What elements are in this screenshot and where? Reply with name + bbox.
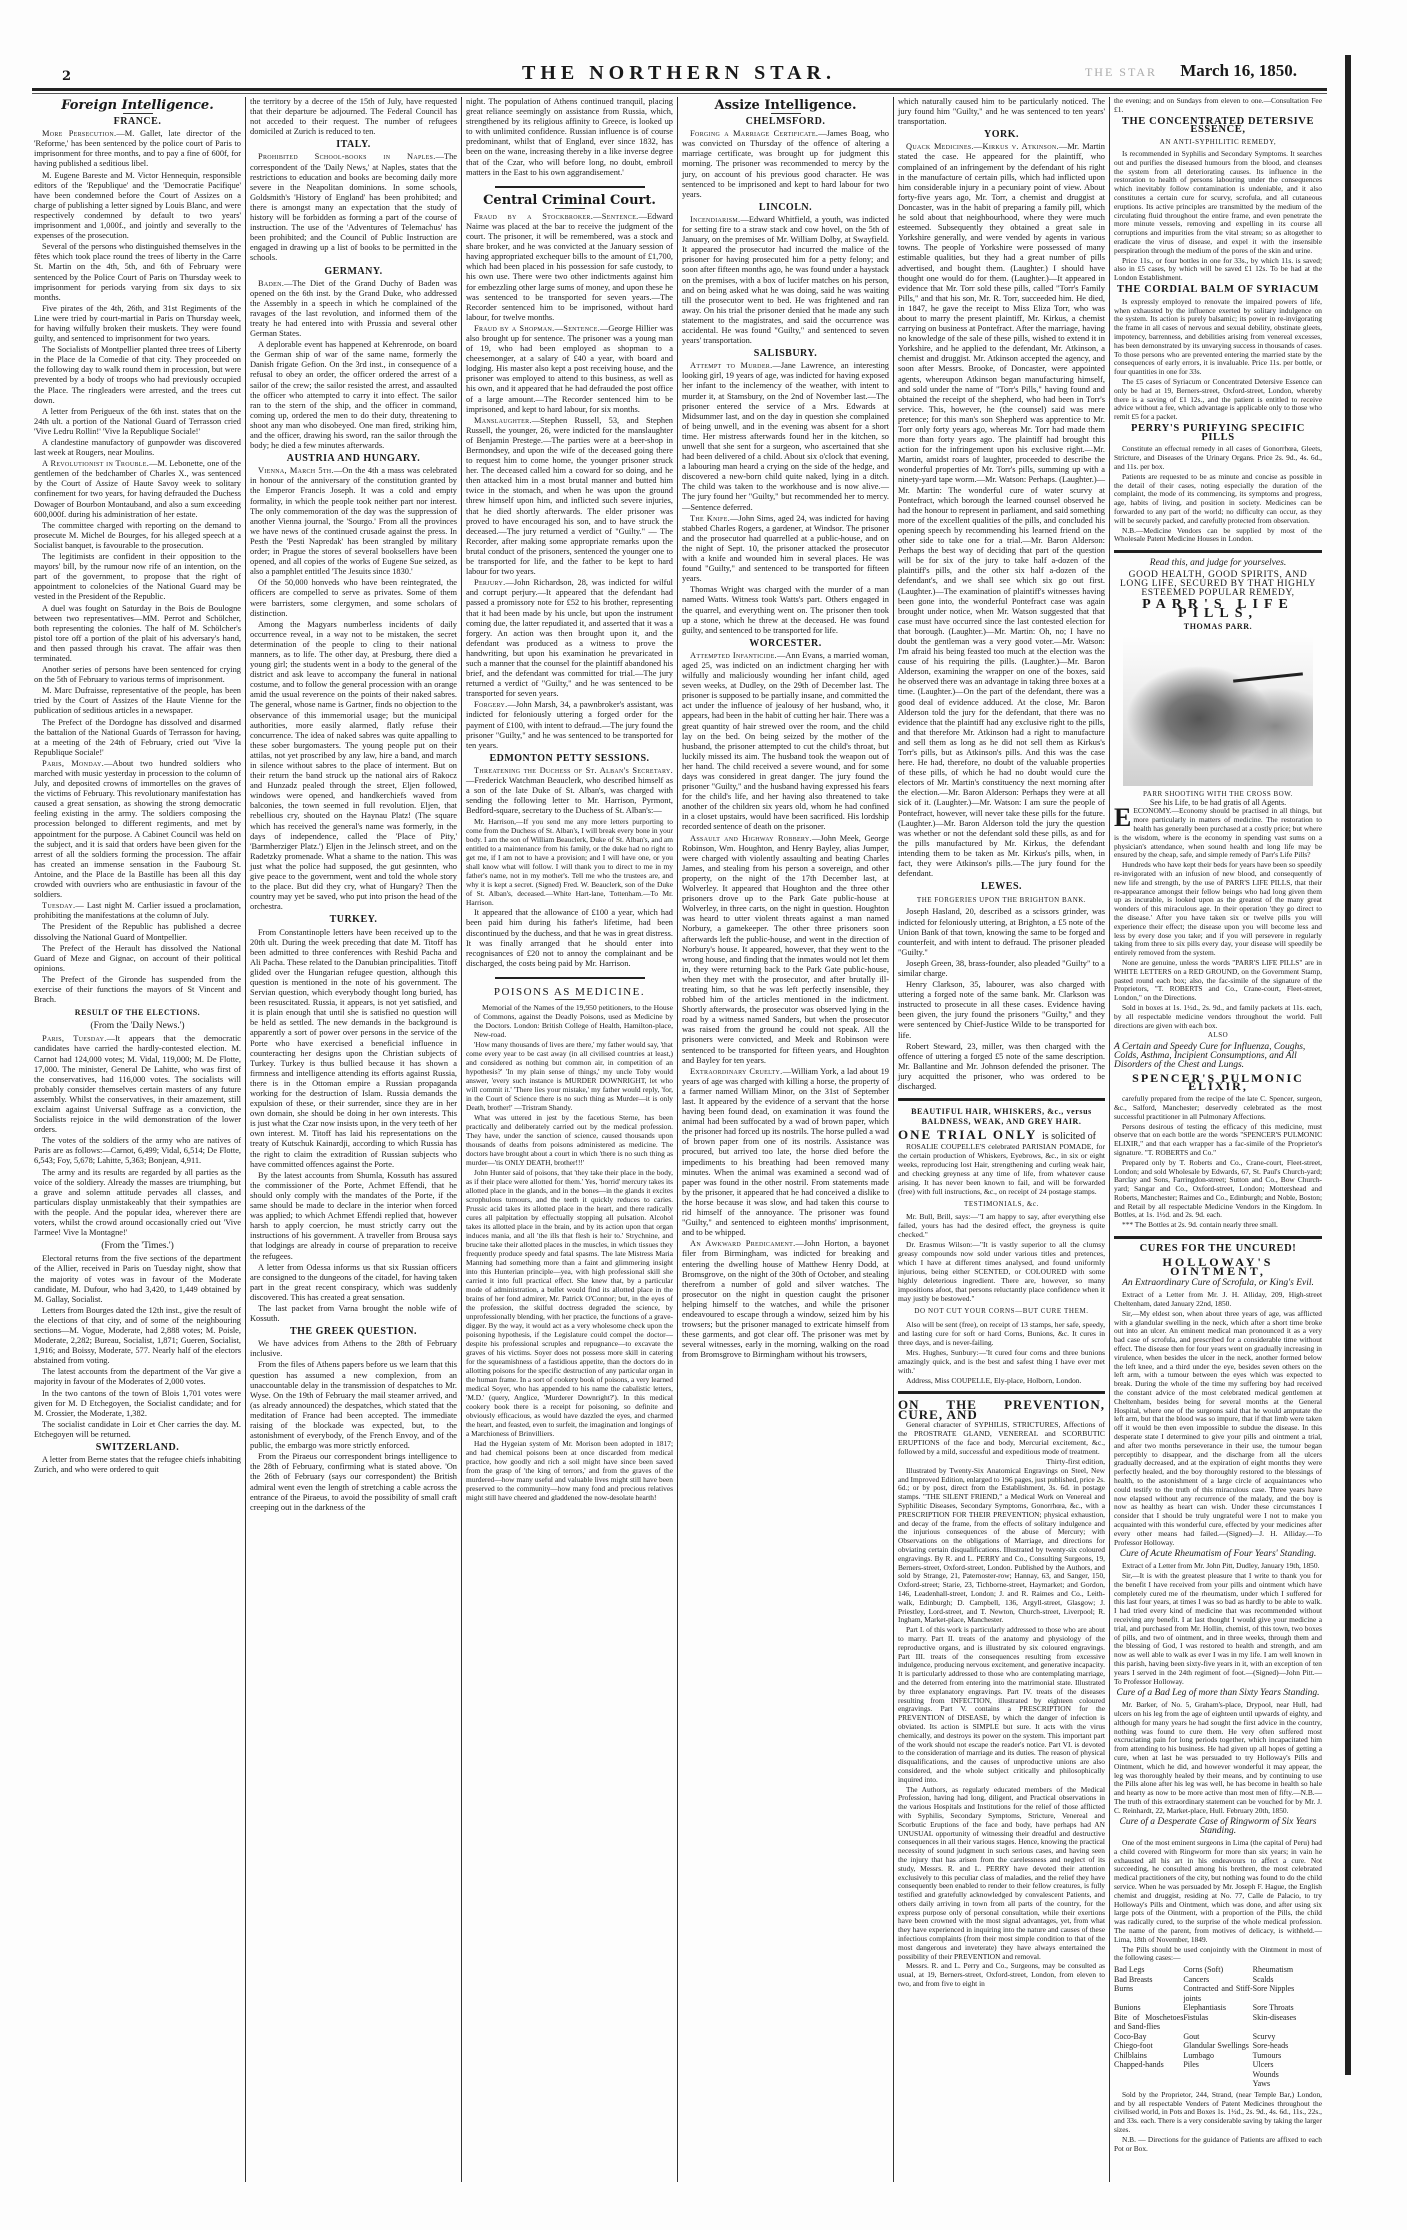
column-6 — [1110, 97, 1326, 2182]
article-paragraph: The Prefect of the Herault has dissolved the National Guard of Meze and Gignac, on account of their political opinions. — [34, 943, 241, 973]
issue-date: March 16, 1850. — [1180, 61, 1297, 80]
letter-extract: Extract of a Letter from Mr. J. H. Alliday, 209, High-street Cheltenham, dated January 22nd, 1850. — [1114, 1290, 1322, 1309]
divider — [771, 113, 801, 114]
masthead-rule — [32, 88, 1327, 91]
masthead-rule-thin — [32, 93, 1327, 94]
article-paragraph: The votes of the soldiers of the army who are natives of Paris are as follows:—Carnot, 6,499; Vidal, 6,514; De Flotte, 6,543; Foy, 5,678; Lahitte, 5,363; Bonjean, 4,911. — [34, 1136, 241, 1166]
heading-austria-hungary: AUSTRIA AND HUNGARY. — [286, 453, 421, 465]
ornamental-rule — [495, 977, 645, 979]
section-title-assize-intelligence: Assize Intelligence. — [714, 98, 857, 113]
advert-headline: SPENCER'S PULMONIC ELIXIR, — [1132, 1070, 1304, 1094]
article-paragraph: Paris, Monday.—About two hundred soldiers who marched with music yesterday in procession to the column of July, and deposited crowns of immortelles on the graves of the victims of February. This revolutionary manifestation has caused a great sensation, as showing the strong democratic feeling existing in the army. The soldiers composing the procession belonged to different regiments, and met by appointment for the purpose. A Cabinet Council was held on the subject, and it is said that orders have been given for the arrest of all the soldiers forming the procession. The affair has created an immense sensation in the Faubourg St. Antoine, and the Place de la Bastille has been all this day crowded with ouvriers who are enthusiastic in favour of the soldiers. — [34, 758, 241, 900]
article-paragraph: Of the 50,000 honveds who have been reintegrated, the officers are compelled to serve as privates. Some of them were barristers, some clergymen, and some scholars of distinction. — [250, 578, 457, 618]
advert-headline: HOLLOWAY'S OINTMENT, — [1162, 1254, 1274, 1278]
source-attribution: (From the 'Times.') — [101, 1241, 174, 1252]
heading-greek-question: THE GREEK QUESTION. — [289, 1326, 418, 1338]
case-heading: Cure of a Desperate Case of Ringworm of Six Years Standing. — [1119, 1817, 1317, 1837]
article-paragraph: M. Eugene Bareste and M. Victor Hennequin, responsible editors of the 'Republique' and the 'Democratie Pacifique' have been condemned before the Court of Assizes on a charge of publishing a letter signed by Louis Blanc, and were respectively condemned by default to two years' imprisonment and 1,000f., and jointly and severally to the expenses of the prosecution. — [34, 170, 241, 241]
masthead-faint-text: THE STAR — [1084, 65, 1157, 79]
section-title-central-criminal-court: Central Criminal Court. — [483, 192, 656, 208]
article-paragraph: The legitimists are confident in their opposition to the mayors' bill, by the rumour now rife of an intention, on the part of the government, to propose that the right of appointment to colonelcies of the National Guard may be vested in the President of the Republic. — [34, 552, 241, 602]
article-paragraph: Incendiarism.—Edward Whitfield, a youth, was indicted for setting fire to a straw stack and cow hovel, on the 5th of January, on the premises of Mr. William Dolby, at Swayfield. It appeared the prosecutor had incurred the malice of the prisoner for having prosecuted him for a petty felony; and soon after fifteen months ago, he was found under a haystack on the premises, with a box of lucifer matches on his person, and on being asked what he was doing, said he was waiting till the prosecutor went to bed. He was frightened and ran away. On his trial the prisoner denied that he made any such statement to the magistrates, and said the occurrence was accidental. He was found "Guilty," and sentenced to seven years' transportation. — [682, 214, 889, 346]
advert-subheading: TESTIMONIALS, &c. — [964, 1200, 1039, 1209]
article-paragraph: Had the Hygeian system of Mr. Morison been adopted in 1817; and had chemical poisons been at once discarded from medical practice, how goodly and rich a soil might have since been saved from the grasp of 'the king of terrors,' and from the graves of the murdered—how many useful and valuable lives might still have been preserved to the community—how many fond and precious relatives might still have cheered and gladdened the now-desolate hearth! — [466, 1439, 673, 1503]
article-paragraph: Robert Steward, 23, miller, was then charged with the offence of uttering a forged £5 note of the same description. Mr. Ballantine and Mr. Johnson defended the prisoner. The jury acquitted the prisoner, who was ordered to be discharged. — [898, 1041, 1105, 1091]
advert-body: Persons desirous of testing the efficacy of this medicine, must observe that on each bottle are the words "SPENCER'S PULMONIC ELIXIR," and that each wrapper has a fac-simile of the Proprietor's signature. "T. ROBERTS and Co." — [1114, 1121, 1322, 1157]
article-paragraph: A deplorable event has happened at Kehrenrode, on board the German ship of war of the same name, formerly the Danish frigate Gefion. On the 3rd inst., in consequence of a refusal to obey an order, the officer ordered the arrest of a sailor of the crew; the sailor resisted the arrest, and assaulted the officer who attempted to carry it into effect. The sailor ran to the stern of the ship, and the officer in command, coming up, ordered the men to do their duty, threatening to shoot any man who disobeyed. One man fired, striking him, and the officer, drawing his sword, ran the sailor through the body; he died a few minutes afterwards. — [250, 340, 457, 451]
article-paragraph: The Prefect of the Dordogne has dissolved and disarmed the battalion of the National Guards of Terrasson for having, at a meeting of the 24th of February, cried out 'Vive la Republique Sociale!' — [34, 717, 241, 757]
article-paragraph: The last packet from Varna brought the noble wife of Kossuth. — [250, 1303, 457, 1324]
heading-italy: ITALY. — [336, 139, 371, 151]
article-paragraph: Attempted Infanticide.—Ann Evans, a married woman, aged 25, was indicted on an indictment charging her with wilfully and maliciously wounding her infant child, aged seven weeks, at Dudley, on the 29th of December last. The prisoner is supposed to be partially insane, and committed the act under the influence of jealousy of her husband, who, it appears, had been in the habit of cutting her hair. There was a great quantity of hair strewed over the room, and the child lay on the bed. On being seized by the mother of the husband, the prisoner attempted to cut the child's throat, but luckily missed its aim. The husband took the weapon out of her hand. The child received a severe wound, and for some days was considered in great danger. The jury found the prisoner "Guilty," and the husband having expressed his fears for the child's life, and her having also threatened to take another of the children six years old, whom he had confined in a closet upstairs, would have been sacrificed. His lordship recorded sentence of death on the prisoner. — [682, 650, 890, 832]
article-paragraph: The socialist candidate in Loir et Cher carries the day. M. Etchegoyen will be returned. — [34, 1419, 241, 1439]
article-paragraph: Extraordinary Cruelty.—William York, a lad about 19 years of age was charged with killing a horse, the property of a farmer named William Minor, on the 31st of September last. It appeared by the evidence of a servant that the horse having been found dead, on examination it was found the animal had been suffocated by a wad of brown paper, which the prisoner had forced up its nostrils. The horse pulled a wad of brown paper from one of its nostrils. Assistance was procured, but arrived too late, the horse died before the impediments to his breathing had been removed many minutes. When the animal was examined a second wad of paper was found in the other nostril. From statements made by the prisoner, it appeared that he had conceived a dislike to the horse because it was slow, and had taken this course to rid himself of the annoyance. The prisoner was found "Guilty," and sentenced to eighteen months' imprisonment, and to be whipped. — [682, 1066, 889, 1238]
heading-france: FRANCE. — [113, 116, 162, 128]
advert-spencers-elixir — [1114, 1043, 1322, 1230]
testimonial: Sir,—My eldest son, when about three years of age, was afflicted with a glandular swelling in the neck, which after a short time broke out into an ulcer. An eminent medical man pronounced it as a very bad case of scrofula, and prescribed for a considerable time without effect. The disease then for four years went on gradually increasing in virulence, when besides the ulcer in the neck, another formed below the left knee, and a third under the eye, besides seven others on the left arm, with a tumour between the eyes which was expected to break. During the whole of the time my suffering boy had received the constant advice of the most celebrated medical gentlemen at Cheltenham, besides being for several months at the General Hospital, where one of the surgeons said that he would amputate the left arm, but that the blood was so impure, that if that limb were taken off it would be then even impossible to subdue the disease. In this desperate state I determined to give your pills and ointment a trial, and after two months perseverance in their use, the tumour began perceptibly to disappear, and the discharge from all the ulcers gradually decreased, and at the expiration of eight months they were perfectly healed, and the boy thoroughly restored to the blessings of health, to the astonishment of a large circle of acquaintances who could testify to the truth of this miraculous case. Three years have now elapsed without any recurrence of the malady, and the boy is now as healthy as heart can wish. Under these circumstances I consider that I should be truly ungrateful were I not to make you acquainted with this wonderful cure, effected by your medicines after every other means had failed.—(Signed)—J. H. Alliday.—To Professor Holloway. — [1114, 1308, 1322, 1547]
page-number: 2 — [62, 69, 72, 84]
heading-germany: GERMANY. — [324, 265, 383, 277]
heading-turkey: TURKEY. — [329, 914, 378, 926]
advert-heading: BEAUTIFUL HAIR, WHISKERS, &c., versus BALDNESS, WEAK, AND GREY HAIR. — [911, 1107, 1092, 1127]
advert-headline: ON THE PREVENTION, CURE, AND — [898, 1396, 1105, 1422]
advert-subheading: An Extraordinary Cure of Scrofula, or King's Evil. — [1122, 1278, 1314, 1289]
article-paragraph: Fraud by a Stockbroker.—Sentence.—Edward Nairne was placed at the bar to receive the judgment of the court. The prisoner, it will be remembered, was a stock and share broker, and he was convicted at the January session of having appropriated exchequer bills to the amount of £1,700, which had been placed in his possession for safe custody, to his own use. There were two other indictments against him for embezzling other large sums of money, and upon these he was sentenced to be transported for seven years.—The Recorder sentenced him to be imprisoned, without hard labour, for twelve months. — [466, 211, 673, 322]
subheading-brighton-bank: THE FORGERIES UPON THE BRIGHTON BANK. — [916, 896, 1087, 905]
testimonial: Sir,—It is with the greatest pleasure that I write to thank you for the benefit I have received from your pills and ointment which have completely cured me of the rheumatism, under which I suffered for this last four years, at times I was so bad as hardly to be able to walk. I had tried every kind of medicine that was recommended without receiving any benefit. I at last thought I would give your medicine a trial, and purchased from Mr. Hollin, chemist, of this town, two boxes of pills, and two of ointment, and in three weeks, through them and the blessing of God, I was restored to health and strength, and am now as well able to walk as ever I was in my life. I am well known in this parish, having been sixty-five years in it, with an exception of ten years I served in the 24th regiment of foot.—(Signed)—John Pitt.—To Professor Holloway. — [1114, 1570, 1322, 1686]
masthead — [22, 55, 1327, 95]
advert-note: *** The Bottles at 2s. 9d. contain nearly three small. — [1122, 1220, 1278, 1230]
advert-body: the evening; and on Sundays from eleven to one.—Consultation Fee £1. — [1114, 97, 1322, 114]
article-paragraph: Fraud by a Shopman.—Sentence.—George Hillier was also brought up for sentence. The prisoner was a young man of 19, who had been employed as shopman to a cheesemonger, at a salary of £40 a year, with board and lodging. His master also kept a post receiving house, and the prisoner was employed to attend to this business, as well as his own, and it appeared that he had defrauded the post office of a large amount.—The Recorder sentenced him to be imprisoned, and kept to hard labour, for six months. — [466, 323, 673, 414]
article-paragraph: A clandestine manufactory of gunpowder was discovered last week at Rougers, near Moulins. — [34, 438, 241, 458]
column-2 — [246, 97, 462, 2182]
advert-body: Sold in boxes at 1s. 1½d., 2s. 9d., and family packets at 11s. each, by all respectable medicine vendors throughout the world. Full directions are given with each box. — [1114, 1002, 1322, 1030]
article-paragraph: A duel was fought on Saturday in the Bois de Boulogne between two representatives—MM. Perrot and Schölcher, both representing the colonies. The half of M. Schölcher's pistol tore off a portion of the plait of his adversary's hand, and then passed through his cravat. The affair was then terminated. — [34, 603, 241, 663]
advert-body: Is expressly employed to renovate the impaired powers of life, when exhausted by the influence exerted by solitary indulgence on the system. Its action is purely balsamic; its power in re-invigorating the frame in all cases of nervous and sexual debility, obstinate gleets, impotency, barrenness, and debilities arising from venereal excesses, has been demonstrated by its unvarying success in thousands of cases. To those persons who are prevented entering the married state by the consequences of early errors, it is invaluable. Price 11s. per bottle, or four quantities in one for 33s. — [1114, 296, 1322, 377]
engraving-caption-2: See his Life, to be had gratis of all Agents. — [1149, 797, 1287, 807]
advert-price: Price 11s., or four bottles in one for 33s., by which 11s. is saved; also in £5 cases, by which will be saved £1 12s. To be had at the London Establishment. — [1114, 255, 1322, 283]
testimonial: Mrs. Hughes, Sunbury:—'It cured four corns and three bunions amazingly quick, and is the best and safest thing I have ever met with.' — [898, 1347, 1105, 1375]
letter-extract: Extract of a Letter from Mr. John Pitt, Dudley, January 19th, 1850. — [1122, 1561, 1320, 1571]
article-paragraph: What was uttered in jest by the facetious Sterne, has been practically and deliberately carried out by the medical profession. They have, under the sanction of science, caused thousands upon thousands of deaths from poisons administered as medicine. The doctors have brought about a court in which 'there is no such thing as murder—'tis ONLY DEATH, brother!!!' — [466, 1113, 673, 1168]
engraving-parr-crossbow — [1123, 636, 1313, 786]
article-paragraph: Joseph Green, 38, brass-founder, also pleaded "Guilty" to a similar charge. — [898, 958, 1105, 978]
advert-rule — [898, 1098, 1105, 1101]
heading-chelmsford: CHELMSFORD. — [745, 116, 826, 128]
advert-title-detersive-essence: THE CONCENTRATED DETERSIVE ESSENCE, — [1121, 115, 1315, 136]
newspaper-page — [22, 55, 1332, 2185]
article-paragraph: The committee charged with reporting on the demand to prosecute M. Michel de Bourges, for his alleged speech at a Socialist banquet, is favourable to the prosecution. — [34, 520, 241, 550]
advert-headline: ONE TRIAL ONLY is solicited of — [898, 1127, 1096, 1143]
advert-body: Constitute an effectual remedy in all cases of Gonorrhœa, Gleets, Stricture, and Diseases of the Urinary Organs. Price 2s. 9d., 4s. 6d., and 11s. per box. — [1114, 444, 1322, 472]
advert-tagline: Read this, and judge for yourselves. — [1149, 558, 1287, 569]
article-paragraph: It appeared that the allowance of £100 a year, which had been paid him during his father's lifetime, had been discontinued by the duchess, and that he was in great distress. It was finally arranged that he should enter into recognisances of £20 not to annoy the complainant and be discharged, the costs being paid by Mr. Harrison. — [466, 908, 674, 968]
heading-lincoln: LINCOLN. — [758, 201, 813, 213]
divider — [123, 113, 153, 114]
article-paragraph: The latest accounts from the department of the Var give a majority in favour of the Moderates of 2,000 votes. — [34, 1367, 241, 1387]
article-paragraph: 'How many thousands of lives are there,' my father would say, 'that come every year to be cast away (in all civilised countries at least,) and considered as nothing but common air, in competition of an hypothesis?' 'In my plain sense of things,' my uncle Toby would answer, 'every such instance is MURDER DOWNRIGHT, let who will commit it.' 'There lies your mistake,' my father would reply, 'for, in the Court of Science there is no such thing as Murder—it is only Death, brother!' —Tristram Shandy. — [466, 1040, 673, 1113]
ornamental-rule — [495, 186, 645, 188]
advert-note: N.B.—Medicine Vendors can be supplied by most of the Wholesale Patent Medicine Houses in London. — [1114, 525, 1322, 544]
advert-body: carefully prepared from the recipe of the late C. Spencer, surgeon, &c., Salford, Manchester; deservedly celebrated as the most successful practitioner in all Pulmonary Affections. — [1114, 1094, 1322, 1121]
article-paragraph: Letters from Bourges dated the 12th inst., give the result of the elections of that city, and of some of the neighbouring sections—M. Vogue, Moderate, had 2,888 votes; M. Poisle, Moderate, 2,282; Bureau, Socialist, 1,871; Gueren, Socialist, 1,916; and Boissy, Moderate, 577. Nearly half of the electors abstained from voting. — [34, 1305, 241, 1366]
article-paragraph: Paris, Tuesday.—It appears that the democratic candidates have carried the hardly-contested election. M. Carnot had 124,000 votes; M. Vidal, 119,000; M. De Flotte, 17,000. The minister, General De Lahitte, who was first of the conservatives, had 116,000 votes. The socialists will probably consider themselves certain masters of any future assembly. Whilst the conservatives, in their amazement, still exclaim against Universal Suffrage as a conviction, the Socialists rejoice in the wild demonstration of the lower orders. — [34, 1034, 242, 1135]
article-paragraph: A Revolutionist in Trouble.—M. Lebonette, one of the gentlemen of the bedchamber of Charles X., was sentenced by the Court of Assize of Haute Savoy week to solitary confinement for two years, for having defrauded the Duchess Dowager of Bourbon Montauband, and also a sum exceeding 600,000f. during his administration of her estate. — [34, 459, 241, 519]
ailments-list: Bad Legs Corns (Soft) Rheumatism Bad Breasts Cancers Scalds Burns Contracted and Stiff-joints Sore Nipples Bunions Elephantiasis Sore Throats Bite of Moschetoes and Sand-flies Fistulas Skin-diseases Coco-Bay Gout Scurvy Chiego-foot Glandular Swellings Sore-heads Chilblains Lumbago Tumours Chapped-hands Piles Ulcers Wounds Yaws — [1114, 1965, 1297, 2089]
advert-body: Also will be sent (free), on receipt of 13 stamps, her safe, speedy, and lasting cure for soft or hard Corns, Bunions, &c. It cures in three days, and is never-failing. — [898, 1319, 1105, 1347]
advert-body: None are genuine, unless the words "PARR'S LIFE PILLS" are in WHITE LETTERS on a RED GROUND, on the Government Stamp, pasted round each box; also, the fac-simile of the signature of the Proprietors, "T. ROBERTS and Co., Crane-court, Fleet-street, London," on the Directions. — [1114, 957, 1322, 1003]
engraving-caption: PARR SHOOTING WITH THE CROSS BOW. — [1143, 789, 1293, 798]
article-paragraph: Five pirates of the 4th, 26th, and 31st Regiments of the Line were tried by court-martial in Paris on Thursday week, for having wilfully broken their muskets. They were found guilty, and sentenced to imprisonment for two years. — [34, 303, 241, 344]
article-paragraph: An Awkward Predicament.—John Horton, a bayonet filer from Birmingham, was indicted for breaking and entering the dwelling house of Matthew Henry Dodd, at Bromsgrove, on the night of the 30th of October, and stealing therefrom a number of gold and silver watches. The prosecutor on the night in question caught the prisoner helping himself to the watches, and while the prisoner endeavoured to escape through a window, seized him by his trowsers; but the prisoner managed to extricate himself from these garments, and got clear off. The prisoner was met by several witnesses, early in the morning, walking on the road from Bromsgrove to Birmingham without his trowsers, — [682, 1239, 889, 1360]
article-paragraph: A letter from Perigueux of the 6th inst. states that on the 24th ult. a portion of the National Guard of Terrasson cried 'Vive Ledru Rollin!' 'Vive la Republique Sociale!' — [34, 406, 241, 436]
article-paragraph: Joseph Hasland, 20, described as a scissors grinder, was indicted for feloniously uttering, at Brighton, a £5 note of the Union Bank of that town, knowing the same to be forged and counterfeit, and with intent to defraud. The prisoner pleaded "Guilty." — [898, 907, 1105, 957]
article-paragraph: A letter from Odessa informs us that six Russian officers are consigned to the dungeons of the citadel, for having taken part in the great recent conspiracy, which was suddenly discovered. This has created a great sensation. — [250, 1262, 457, 1302]
advert-subheading: DO NOT CUT YOUR CORNS—BUT CURE THEM. — [914, 1307, 1089, 1316]
article-paragraph: which naturally caused him to be particularly noticed. The jury found him "Guilty," and he was sentenced to ten years' transportation. — [898, 97, 1105, 127]
case-heading: Cure of Acute Rheumatism of Four Years' Standing. — [1119, 1549, 1317, 1560]
advert-address: Messrs. R. and L. Perry and Co., Surgeons, may be consulted as usual, at 19, Berners-street, Oxford-street, London, from eleven to two, and from five to eight in — [898, 1961, 1105, 1989]
advert-body: Patients are requested to be as minute and concise as possible in the detail of their cases, noting especially the duration of the complaint, the mode of its commencing, its symptoms and progress, age, habits of living, and position in society. Medicines can be forwarded to any part of the world; no difficulty can occur, as they will be securely packed, and carefully protected from observation. — [1114, 471, 1322, 525]
article-paragraph: We have advices from Athens to the 28th of February inclusive. — [250, 1339, 457, 1359]
article-paragraph: Thomas Wright was charged with the murder of a man named Watts. Witness took Watts's part. Others engaged in the quarrel, and everything went on. The prisoner then took up a stone, which he threw at the deceased. He was found guilty, and sentenced to be transported for life. — [682, 585, 889, 635]
advert-rule — [1114, 550, 1322, 553]
article-paragraph: Prohibited School-books in Naples.—The correspondent of the 'Daily News,' at Naples, states that the restrictions to education and books are becoming daily more severe in the Neapolitan dominions. In some schools, Goldsmith's 'History of England' has been prohibited; and there is amongst many an expectation that the study of history will be forbidden as forming a part of the course of instruction. The use of the 'Adventures of Telemachus' has been prohibited; and the Council of Public Instruction are engaged in drawing up a list of books to be permitted in the schools. — [250, 152, 457, 263]
ailments-intro: The Pills should be used conjointly with the Ointment in most of the following cases:— — [1114, 1944, 1322, 1963]
advert-address: Address, Miss COUPELLE, Ely-place, Holborn, London. — [906, 1375, 1082, 1385]
source-attribution: (From the 'Daily News.') — [90, 1021, 185, 1032]
article-paragraph: Among the Magyars numberless incidents of daily occurrence reveal, in a way not to be mistaken, the secret determination of the people to cling to their national manners, as to life. The other day, at Presburg, there died a young girl; the students went in a body to the general of the district and ask leave to accompany the funeral in national costume, and to follow the general procession with an orange amid the usual reverence on the points of their naked sabres. The general, whose name is Gartner, finds no objection to the observance of this immemorial usage; but the municipal authorities, more easily alarmed, flatly refuse their concurrence. The idea of naked sabres was quite appalling to these sober burgomasters. The young people put on their attilas, not yet proscribed by any law, hire a band, and march in silence without sabres to the place of interment. But on their return the band struck up the national airs of Rakocz and Hunzadz pealed through the street, Eljen followed, windows were opened, and handkerchiefs waved from balconies, the town seemed in full revolution. Eljen, that rebellious cry, shouted on the Haynau Platz! (The square which has received the general's name was formerly, in the days of independence, called the 'Place of Pity,' 'Barmherziger Platz.') Eljen in the Jelinsch street, and on the Radetzky promenade. What a shame to the nation. This was just what the police had supposed, the gut gesinnten, who give peace to the government, went and told the whole story to the place. But did they cry, what of Hungary? Then the country may yet be saved, who put into prison the head of the orchestra. — [250, 619, 457, 912]
article-paragraph: Several of the persons who distinguished themselves in the fêtes which took place round the trees of liberty in the Carre St. Martin on the 4th, 5th, and 6th of February were sentenced by the Police Court of Paris on Thursday week to imprisonment for periods varying from six days to six months. — [34, 242, 241, 302]
advert-perry-prevention — [898, 1396, 1105, 1989]
divider — [555, 999, 585, 1000]
column-1 — [30, 97, 246, 2182]
article-paragraph: Forgery.—John Marsh, 34, a pawnbroker's assistant, was indicted for feloniously uttering a forged order for the payment of £100, with intent to defraud.—The jury found the prisoner "Guilty," and he was sentenced to be transported for ten years. — [466, 700, 673, 750]
article-paragraph: Henry Clarkson, 35, labourer, was also charged with uttering a forged note of the same bank. Mr. Clarkson was instructed to prosecute in all these cases. Evidence having been given, the jury found the prisoners "Guilty," and they were sentenced by Chief-Justice Wilde to be transported for life. — [898, 980, 1105, 1040]
advert-rule — [898, 1391, 1105, 1394]
advert-rule — [1114, 1236, 1322, 1239]
advert-note: N.B. — Directions for the guidance of Patients are affixed to each Pot or Box. — [1114, 2134, 1322, 2153]
column-4 — [678, 97, 894, 2182]
case-heading: Cure of a Bad Leg of more than Sixty Years Standing. — [1116, 1688, 1320, 1699]
article-paragraph: Threatening the Duchess of St. Alban's Secretary.—Frederick Watchman Beauclerk, who described himself as a son of the late Duke of St. Alban's, was charged with sending the following letter to Mr. Harrison, Pyrmont, Bedford-square, secretary to the Duchess of St. Alban's:— — [466, 765, 673, 816]
article-paragraph: night. The population of Athens continued tranquil, placing great reliance seemingly on assistance from Russia, which, strengthened by its religious affinity to Greece, is looked up to with unlimited confidence. Russian influence is of course predominant, whilst that of England, ever since 1832, has been on the wane, increasing thereby in a like inverse degree that of the Czar, who will before long, no doubt, embroil matters in the East to his own aggrandisement.' — [466, 97, 673, 177]
advert-body: Part I. of this work is particularly addressed to those who are about to marry. Part II. treats of the anatomy and physiology of the reproductive organs, and is illustrated by six coloured engravings. Part III. treats of the consequences resulting from excessive indulgence, producing nervous excitement, and generative incapacity. It is particularly addressed to those who are contemplating marriage, and the deterred from entering into the matrimonial state. Illustrated by three explanatory engravings. Part IV. treats of the diseases resulting from INFECTION, illustrated by eighteen coloured engravings. Part V. contains a PRESCRIPTION for the PREVENTION of DISEASE, by which the danger of infection is obviated. Its action is SIMPLE but sure. It acts with the virus chemically, and destroys its power on the system. This important part of the work should not escape the reader's notice. Part VI. is devoted to the consideration of marriage and its duties. The reason of physical disqualifications, and the causes of unproductive unions are also considered, and the whole subject critically and philosophically inquired into. — [898, 1625, 1105, 1784]
advert-coupelle-pomade — [898, 1107, 1105, 1384]
testimonial: One of the most eminent surgeons in Lima (the capital of Peru) had a child covered with Ringworm for more than six years; in vain he exhausted all his art in his endeavours to affect a cure. Not succeeding, he consulted among his brethren, the most celebrated medical practitioners of the city, but nothing was found to do the child service. When he was persuaded by Mr. Joseph F. Hague, the English chemist and druggist, residing at No. 77, Calle de Palacio, to try Holloway's Pills and Ointment, which was done, and after using six large pots of the Ointment, with a proportion of the Pills, the child was radically cured, to the surprise of the whole medical profession. The name of the parent, from motives of delicacy, is withheld.—Lima, 18th of November, 1849. — [1114, 1838, 1322, 1944]
advert-body: General character of SYPHILIS, STRICTURES, Affections of the PROSTRATE GLAND, VENEREAL and SCORBUTIC ERUPTIONS of the face and body, Mercurial excitement, &c., followed by a mild, successful and expeditious mode of treatment. — [898, 1419, 1105, 1456]
advert-headline: PARR'S LIFE PILLS, — [1142, 597, 1294, 622]
heading-worcester: WORCESTER. — [749, 637, 822, 649]
article-paragraph: From Constantinople letters have been received up to the 20th ult. During the week preceding that date M. Titoff has been admitted to three conferences with Reshid Pacha and Ali Pacha. These related to the Danubian principalities. Titoff glided over the Hungarian refugee question, although this question is mentioned in the note of his government. The Servian question, which everybody thought long buried, has been resuscitated. Russia, it appears, is not yet satisfied, and it is plain enough that until she is satisfied no question will be held as settled. The new demands in the background is apparently a sort of power over persons in the service of the Porte who have exercised a beneficial influence in counteracting her designs upon the Christian subjects of Turkey. Turkey is thus bullied because it has shown a firmness and intelligence attending its efforts against Russia, there is in the Ottoman empire a Russian propaganda working for the destruction of Islam. Russia demands the expulsion of these, or their surrender, since they are in her own domain, she should be doing in her own interests. This is just what the Czar now insists upon, in the very teeth of her own interest. M. Titoff has laid his representations on the treaty of Kutschuk Kainardji, according to which Russia has the right to claim the extradition of Russian subjects who have committed offences against the Porte. — [250, 927, 458, 1169]
advert-parrs-life-pills — [1114, 559, 1322, 1030]
columns — [30, 97, 1330, 2182]
advert-edition: Thirty-first edition, — [1046, 1456, 1105, 1466]
article-paragraph: The Knife.—John Sims, aged 24, was indicted for having stabbed Charles Rogers, a gardener, at Windsor. The prisoner and the prosecutor had quarrelled at a public-house, and on the night of Sept. 10, the prisoner attacked the prosecutor with a knife and wounded him in several places. He was found "Guilty," and sentenced to be transported for fifteen years. — [682, 513, 889, 584]
article-paragraph: Electoral returns from the five sections of the department of the Allier, received in Paris on Tuesday night, show that the majority of votes was in favour of the Moderate candidate, M. Dufour, who had 3,420, to 1,449 obtained by M. Gallay, Socialist. — [34, 1254, 241, 1304]
article-paragraph: Assault and Highway Robbery.—John Meek, George Robinson, Wm. Houghton, and Henry Bayley, alias Jumper, were charged with violently assaulting and beating Charles James, and stealing from his person a sovereign, and other property, on the night of the 17th December last, at Wolverley. It appeared that Houghton and the three other prisoners drove up to the Park Gate public-house at Wolverley, in three carts, on the night in question. Houghton was heard to utter violent threats against a man named Norbury, a gamekeeper. The other three prisoners soon afterwards left the public-house, and went in the direction of Norbury's house. It appeared, however, that they went to the wrong house, and finding that the inmates would not let them in, they were returning back to the Park Gate public-house, when they met with the prosecutor, and after brutally ill-treating him, so that he was left perfectly insensible, they robbed him of the articles mentioned in the indictment. Shortly afterwards, the prosecutor was observed lying in the road by a witness named Sanders, but when the prosecutor was raised from the ground he could not speak. All the prisoners were convicted, and Meek and Robinson were sentenced to be transported for fifteen years, and Houghton and Bayley for ten years. — [682, 833, 890, 1065]
also-label: ALSO — [1207, 1031, 1229, 1040]
crossbow-icon — [1233, 672, 1303, 682]
article-paragraph: The Prefect of the Gironde has suspended from the exercise of their functions the mayors of St Vincent and Brach. — [34, 974, 241, 1005]
advert-body: The £5 cases of Syriacum or Concentrated Detersive Essence can only be had at 19, Berners-street, Oxford-street, London, whereby there is a saving of £1 12s., and the patient is entitled to receive advice without a fee, which advantage is applicable only to those who remit £5 for a packet. — [1114, 376, 1322, 422]
advert-subheading: THOMAS PARR. — [1183, 622, 1253, 632]
article-subheading: Memorial of the Names of the 19,950 petitioners, to the House of Commons, against the Deadly Poisons, used as Medicine by the Doctors. London: British College of Health, Hamilton-place, New-road. — [474, 1003, 673, 1040]
heading-switzerland: SWITZERLAND. — [95, 1442, 180, 1453]
testimonial: Mr. Barker, of No. 5, Graham's-place, Drypool, near Hull, had ulcers on his leg from the age of eighteen until upwards of eighty, and although for many years he had sought the first advice in the country, nothing was found to cure them. He very often suffered most excruciating pain for long periods together, which incapacitated him from attending to his business. He had given up all hopes of getting a cure, when at last he was persuaded to try Holloway's Pills and Ointment, which he did, and however wonderful it may appear, the leg was thoroughly healed by their means, and by continuing to use the Pills alone after his leg was well, he has become in health so hale and hearty as now to be more active than most men of fifty.—N.B.—The truth of this extraordinary statement can be vouched for by Mr. J. C. Reinhardt, 22, Market-place, Hull. February 20th, 1850. — [1114, 1700, 1322, 1815]
advert-body: Is recommended in Syphilis and Secondary Symptoms. It searches out and purifies the diseased humours from the blood, and cleanses the system from all deteriorating causes. Its influence in the restoration to health of persons labouring under the consequences which inevitably follow contamination is undeniable, and it also constitutes a certain cure for scurvy, scrofula, and all cutaneous eruptions. Its active principles are transmitted by the medium of the circulating fluid throughout the entire frame, and even penetrate the more minute vessels, removing and expelling in its course all corruptions and impurities from the vital stream; so as altogether to eradicate the virus of disease, and expel it with the insensible perspiration through the medium of the pores of the skin and urine. — [1114, 148, 1322, 255]
article-paragraph: Tuesday.— Last night M. Carlier issued a proclamation, prohibiting the manifestations at the column of July. — [34, 901, 241, 921]
advert-subtitle: AN ANTI-SYPHILITIC REMEDY, — [1159, 138, 1277, 147]
article-paragraph: A letter from Berne states that the refugee chiefs inhabiting Zurich, and who were ordered to quit — [34, 1455, 241, 1475]
advert-body: Prepared only by T. Roberts and Co., Crane-court, Fleet-street, London; and sold Wholesale by Edwards, 67, St. Paul's Church-yard; Barclay and Sons, Farringdon-street; Sutton and Co., Bow Church-yard; Sangar and Co., Oxford-street, London; Mottershead and Roberts, Manchester; Raimes and Co., Edinburgh; and Noble, Boston; and Retail by all respectable Medicine Vendors in the Kingdom. In Bottles, at 1s. 1½d. and 2s. 9d. each. — [1114, 1157, 1323, 1220]
article-paragraph: More Persecution.—M. Gallet, late director of the 'Reforme,' has been sentenced by the police court of Paris to imprisonment for three months, and to pay a fine of 600f, for having published a seditious libel. — [34, 129, 241, 169]
article-paragraph: The army and its results are regarded by all parties as the voice of the soldiery. Already the masses are triumphing, but a grave and solemn attitude pervades all classes, and particulars display unmistakeably that their sympathies are with the people. And the popular idea, wherever there are voters, whilst the crowd around occasionally cried out 'Vive l'armee! Vive la Montagne!' — [34, 1167, 241, 1238]
article-paragraph: Forging a Marriage Certificate.—James Boag, who was convicted on Thursday of the offence of altering a marriage certificate, was brought up for judgment this morning. The prisoner was recommended to mercy by the jury, on account of his previous good character. He was sentenced to be imprisoned and kept to hard labour for two years. — [682, 129, 889, 199]
divider — [555, 208, 585, 209]
column-5 — [894, 97, 1110, 2182]
advert-body: Sold by the Proprietor, 244, Strand, (near Temple Bar,) London, and by all respectable Venders of Patent Medicines throughout the civilised world, in Pots and Boxes 1s. 1½d., 2s. 9d., 4s. 6d., 11s., 22s., and 33s. each. There is a very considerable saving by taking the larger sizes. — [1114, 2089, 1322, 2134]
advert-title-perry-pills: PERRY'S PURIFYING SPECIFIC PILLS — [1131, 422, 1305, 443]
article-paragraph: Attempt to Murder.—Jane Lawrence, an interesting looking girl, 19 years of age, was indicted for having exposed her infant to the inclemency of the weather, with intent to murder it, at Stamsbury, on the 2nd of November last.—The prisoner entered the service of a Mrs. Edwards at Midsummer last, and on the day in question she complained of being unwell, and in the evening was absent for a short time. Her mistress afterwards found her in the kitchen, so unwell that she sent for a surgeon, who ascertained that she had been delivered of a child. About six o'clock that evening, a labouring man heard a crying on the side of the hedge, and discovered a new-born child quite naked, lying in a ditch. The child was taken to the workhouse and is now alive.—The jury found her "Guilty," but recommended her to mercy.—Sentence deferred. — [682, 361, 889, 512]
article-paragraph: The Socialists of Montpellier planted three trees of Liberty in the Place de la Comedie of that city. They proceeded on the following day to walk round them in procession, but were prevented by a body of troops who had previously occupied the Place. The ringleaders were arrested, and the trees cut down. — [34, 345, 241, 405]
advert-body: ROSALIE COUPELLE'S celebrated PARISIAN POMADE, for the certain production of Whiskers, Eyebrows, &c., in six or eight weeks, reproducing lost Hair, strengthening and curling weak hair, and checking greyness at any time of life, from whatever cause arising. It has never been known to fail, and will be forwarded (free) with full instructions, &c., on receipt of 24 postage stamps. — [898, 1142, 1105, 1197]
article-paragraph: From the Piraeus our correspondent brings intelligence to the 28th of February, confirming what is stated above. 'On the 26th of February (says our correspondent) the British admiral went even the length of stretching a cable across the entrance of the Piraeus, to avoid the possibility of small craft creeping out in the darkness of the — [250, 1452, 457, 1512]
testimonial: Mr. Bull, Brill, says:—"I am happy to say, after everything else failed, yours has had the desired effect, the greyness is quite checked." — [898, 1212, 1105, 1240]
advert-body: Illustrated by Twenty-Six Anatomical Engravings on Steel, New and Improved Edition, enlarged to 196 pages, just published, price 2s. 6d.; or by post, direct from the Establishment, 3s. 6d. in postage stamps. "THE SILENT FRIEND," a Medical Work on Venereal and Syphilitic Diseases, Secondary Symptoms, Gonorrhœa, &c., with a PRESCRIPTION FOR THEIR PREVENTION; physical exhaustion, and decay of the frame, from the effects of solitary indulgence and the injurious consequences of the abuse of Mercury; with Observations on the obligations of Marriage, and directions for obviating certain disqualifications. Illustrated by twenty-six coloured engravings. By R. and L. PERRY and Co., Consulting Surgeons, 19, Berners-street, Oxford-street, London. Published by the Authors, and sold by Strange, 21, Paternoster-row; Hannay, 63, and Sanger, 150, Oxford-street; Starie, 23, Tichborne-street, Haymarket; and Gordon, 146, Leadenhall-street, London; J. and R. Raimes and Co., Leith-walk, Edinburgh; D. Campbell, 136, Argyll-street, Glasgow; J. Priestley, Lord-street, and T. Newton, Church-street, Liverpool; R. Ingham, Market-place, Manchester. — [898, 1465, 1105, 1625]
article-paragraph: John Hunter said of poisons, that 'they take their place in the body, as if their place were allotted for them.' Yes, 'horrid' mercury takes its allotted place in the glands, and in the bones—in the glands it excites scrophulous tumours, and the teeth it quickly reduces to caries. Prussic acid takes its allotted place in the heart, and there radically cures all palpitation by effectually stopping all pulsation. Alcohol takes its allotted place in the brain, and by its action upon that organ induces mania, and all 'the ills that flesh is heir to.' Strychnine, and brucine take their allotted places in the muscles, in which tissues they frequently produce speedy and fatal spasms. The late Mistress Maria Manning had something more than a faint and glimmering insight into this Hunterian principle—yea, with high professional skill she carried it into full practical effect. She knew that, by a particular mode of administration, a bullet would find its allotted place in the brains of her fond admirer, Mr. Patrick O'Connor; but, in the eyes of the profession, the skilful doctress degraded the science, by unprofessionally blending, with her practice, the functions of a grave-digger. By the way, it would act as a very wholesome check upon the poisoning hypothesis, if the Legislature could compel the doctor—despite his professional scruples and repugnance—to excavate the graves of his victims. Soyer does not possess more skill in catering for the squeamishness of a fastidious appetite, than the doctors do in allotting poisons for the specific destruction of any particular organ in the human frame. In a sort of cookery book of poisons, a very learned medical Soyer, who has appended to his name the cabalistic letters, 'M.D.' (query, Anglice, 'Murderer Downright?'). In this medical cookery book there is a receipt for poisoning, so definite and obviously efficacious, as would have dazzled the eyes, and charmed the heart, and feasted, even to surfeit, the imagination and longings of a Marchioness of Brinvilliers. — [466, 1168, 673, 1439]
advert-body: Hundreds who have kept their beds for years have been so speedily re-invigorated with an infusion of new blood, and consequently of new life and strength, by the use of PARR'S LIFE PILLS, that their re-appearance amongst their fellow beings who had long given them up as incurable, is looked upon as the greatest of the many great wonders of this miraculous age. In their operation 'they go direct to the disease.' After you have taken six or twelve pills you will experience their effect; the disease upon you will become less and less by every dose you take; and if you will persevere in regularly taking from three to six pills every day, your disease will speedily be entirely removed from the system. — [1114, 860, 1322, 958]
article-paragraph: the territory by a decree of the 15th of July, have requested that their departure be adjourned. The Federal Council has not acceded to their request. The number of refugees domiciled at Zurich is reduced to ten. — [250, 97, 457, 137]
page-edge-binding — [1345, 55, 1351, 2075]
article-paragraph: Baden.—The Diet of the Grand Duchy of Baden was opened on the 6th inst. by the Grand Duke, who addressed the Assembly in a speech in which he complained of the ravages of the last revolution, and informed them of the treaty he had entered into with Prussia and several other German States. — [250, 278, 457, 339]
advert-title-syriacum: THE CORDIAL BALM OF SYRIACUM — [1117, 283, 1319, 295]
advert-tagline: A Certain and Speedy Cure for Influenza, Coughs, Colds, Asthma, Incipient Consumptions, and All Disorders of the Chest and Lungs. — [1114, 1042, 1306, 1070]
article-paragraph: Vienna, March 5th.—On the 4th a mass was celebrated in honour of the anniversary of the constitution granted by the Emperor Francis Joseph. It was a cold and empty formality, in which the people took neither part nor interest. The only commemoration of the day was the suppression of another Vienna journal, the 'Sourgo.' From all the provinces we have news of the continued crusade against the press. In Pesth the 'Pesti Napredak' has been strangled by military order; in Prague the stores of several booksellers have been opened, and all copies of the works of Eugene Sue seized, as also a pamphlet entitled 'The Jesuits since 1830.' — [250, 466, 457, 577]
advert-heading: GOOD HEALTH, GOOD SPIRITS, AND LONG LIFE, SECURED BY THAT HIGHLY ESTEEMED POPULAR REMEDY, — [1119, 570, 1316, 598]
advert-heading: CURES FOR THE UNCURED! — [1139, 1243, 1297, 1255]
article-paragraph: In the two cantons of the town of Blois 1,701 votes were given for M. D Etchegoyen, the Socialist candidate; and for M. Crossier, the Moderate, 1,382. — [34, 1388, 241, 1418]
article-paragraph: The President of the Republic has published a decree dissolving the National Guard of Montpellier. — [34, 922, 241, 942]
heading-york: YORK. — [984, 129, 1019, 141]
heading-lewes: LEWES. — [980, 881, 1023, 893]
article-paragraph: From the files of Athens papers before us we learn that this question has assumed a new complexion, from an unaccountable delay in the transmission of despatches to Mr. Wyse. On the 19th of February the mail steamer arrived, and (as already announced) the despatches, which stated that the meditation of France had been accepted. The immediate raising of the blockade was expected, but, to the astonishment of everybody, of the French Envoy, and of the public, the embargo was more strictly enforced. — [250, 1360, 457, 1451]
heading-poisons-as-medicine: POISONS AS MEDICINE. — [493, 985, 646, 998]
advert-body: EECONOMY.—Economy should be practised in all things, but more particularly in matters of medicine. The restoration to health has generally been purchased at a costly price; but where is the wisdom, where is the economy in spending vast sums on a physician's attendance, when sound health and long life may be ensured by the cheap, safe, and simple remedy of Parr's Life Pills? — [1114, 803, 1322, 860]
advert-holloways-ointment — [1114, 1245, 1322, 2153]
article-paragraph: Perjury.—John Richardson, 28, was indicted for wilful and corrupt perjury.—It appeared that the defendant had passed a promissory note for £52 to his brother, representing that it had been made by his uncle, but upon the instrument coming due, the latter repudiated it, and asserted that it was a forgery. An action was then brought upon it, and the defendant was produced as a witness to prove the handwriting, but upon his examination he prevaricated in such a manner that the counsel for the plaintiff abandoned his brief, and the defendant was committed for trial.—The jury returned a verdict of "Guilty," and he was sentenced to be transported for seven years. — [466, 578, 673, 699]
section-title-foreign-intelligence: Foreign Intelligence. — [61, 98, 214, 113]
quoted-letter: Mr. Harrison,—If you send me any more letters purporting to come from the Duchess of St. Alban's, I will break every bone in your body. I am the son of William Beauclerk, Duke of St. Alban's, and am entitled to a maintenance from his family, or the duke had no right to get me, if I am not to have a provision; and I will have one, or you shall know what will follow. I will thank you to direct to me in my father's name, not in my mother's. Tell me who the trustees are, and why it is kept a secret. (Signed) Fred. W. Beauclerk, son of the Duke of St. Alban's, deceased.—White Hart-lane, Tottenham.—To Mr. Harrison. — [466, 817, 673, 908]
article-paragraph: By the latest accounts from Shumla, Kossuth has assured the commissioner of the Porte, Achmet Effendi, that he should only comply with the mandates of the Porte, if the same should be made to declare in the interior when forced was applied; to which Achmet Effendi replied that, however harsh to apply coercion, he must strictly carry out the instructions of his government. A traveller from Brousa says that lodgings are already in course of preparation to receive the refugees. — [250, 1170, 457, 1261]
heading-election-results: RESULT OF THE ELECTIONS. — [74, 1008, 201, 1018]
article-paragraph: M. Marc Dufraisse, representative of the people, has been tried by the Court of Assizes of the Haute Vienne for the publication of seditious articles in a newspaper. — [34, 686, 241, 716]
article-paragraph: Quack Medicines.—Kirkus v. Atkinson.—Mr. Martin stated the case. He appeared for the plaintiff, who complained of an infringement by the defendant of his right in the manufacture of certain pills, which had inflicted upon him considerable injury in a pecuniary point of view. About forty-five years ago, Mr. Torr, a chemist and druggist at Doncaster, was in the habit of preparing a family pill, which he sold about that neighbourhood, where they were much esteemed. Subsequently they obtained a great sale in Yorkshire generally, and were vended by agents in various towns. The people of Yorkshire were possessed of many estimable qualities, but they had a great number of pills advertised, and bought them. (Laughter.) I should have thought one would do for them. (Laughter.)—It appeared in evidence that Mr. Torr sold these pills, called "Torr's Family Pills," and that his son, Mr. R. Torr, succeeded him. He died, in 1847, he gave the receipt to Miss Eliza Torr, who was about to marry the present plaintiff, Mr. Kirkus, a chemist carrying on business at Pontefract. After the marriage, having no knowledge of the sale of these pills, wished to extend it in Yorkshire, and he applied to the defendant, Mr. Atkinson, a chemist and druggist. Mr. Atkinson accepted the agency, and soon after Messrs. Brooke, of Doncaster, were appointed agents, whereupon Atkinson began manufacturing himself, and sold under the name of "Torr's Pills," having found and obtained the receipt of the shepherd, who had been in Torr's service. This, however, he (the counsel) said was mere pretence; for this man's son Shepherd was apprentice to Mr. Torr only forty years ago, whereas Mr. Torr had made them more than forty years ago. The plaintiff had brought this action for the infringement upon his exclusive right.—Mr. Martin, amidst roars of laughter, proceeded to describe the wonderful properties of Mr. Torr's pills, summing up with a ninety-yard tape worm.—Mr. Watson: Perhaps. (Laughter.)—Mr. Martin: The wonderful cure of water scurvy at Pontefract, which borough the learned counsel observed he had the honour to represent in parliament, and said something more of the excellent qualities of the pills, and concluded his opening speech by recommending his learned friend on the other side to take one for a trial.—Mr. Baron Alderson: Perhaps the best way of deciding that part of the question will be for six of the jury to take half a-dozen of the plaintiff's pills, and the other six half a-dozen of the defendant's, and we shall see which six go out first. (Laughter.)—The examination of plaintiff's witnesses having been gone into, the wonderful Pontefract case was again brought under notice, when Mr. Watson suggested that that case must have occurred since the last contested election for that borough. (Laughter.)—Mr. Martin: Oh, no; I have no doubt the gentleman was a very good voter.—Mr. Watson: I'm afraid his being feasted too much at the election was the cause of his requiring the pills. (Laughter.)—Mr. Baron Alderson, examining the wrapper on one of the boxes, said he observed there was an advantage in taking three boxes at a time. (Laughter.)—On the part of the defendant, there was a good deal of evidence adduced. At the close, Mr. Baron Alderson told the jury for the defendant, that there was no evidence that the plaintiff had any exclusive right to the pills, and that therefore Mr. Atkinson had a right to manufacture and sell them as long as he did not sell them as Kirkus's Torr's pills, but as Atkinson's pills. And this was the case here. He had, therefore, no doubt of the valuable properties of these pills, of which he had no doubt would cure the electors of Mr. Martin's constituency the next morning after the election.—Mr. Baron Alderson: Perhaps they were at all sick of it. (Laughter.)—Mr. Watson: I am sure the people of Pontefract, however, will never take these pills for the future. (Laughter.)—Mr. Baron Alderson told the jury the question was whether or not the defendant sold these pills, as and for the pills manufactured by Mr. Kirkus, the defendant intending them to be taken as Mr. Kirkus's pills, when, in fact, they were Atkinson's pills.—The jury found for the defendant. — [898, 142, 1105, 879]
heading-salisbury: SALISBURY. — [753, 348, 818, 360]
advert-body: The Authors, as regularly educated members of the Medical Profession, having had long, diligent, and Practical observations in the various Hospitals and Institutions for the relief of those afflicted with Syphilis, Secondary Symptoms, Stricture, Venereal and Scorbutic Eruptions of the face and body, have perhaps had AN UNUSUAL opportunity of witnessing their dreadful and destructive consequences in all their various stages. Hence, knowing the practical necessity of sound judgment in such serious cases, and having seen the injury that has arisen from the carelessness and neglect of its study, Messrs. R. and L. PERRY have devoted their attention exclusively to this peculiar class of maladies, and the relief they have consequently been enabled to render to their fellow creatures, is fully testified and gratefully acknowledged by convalescent Patients, and others daily arriving in town from all parts of the country, for the express purpose only of personal consultation, while their exertions have been crowned with the most signal advantages, yet, from what they have experienced in inquiring into the nature and causes of these infectious complaints (from their most simple condition to that of the most dangerous and inveterate) they have always entertained the possibility of their PREVENTION and removal. — [898, 1784, 1105, 1961]
article-paragraph: Another series of persons have been sentenced for crying on the 5th of February to various terms of imprisonment. — [34, 665, 241, 685]
column-3 — [462, 97, 678, 2182]
newspaper-title: THE NORTHERN STAR. — [522, 62, 836, 84]
heading-edmonton-petty-sessions: EDMONTON PETTY SESSIONS. — [489, 752, 650, 764]
drop-cap: E — [1114, 803, 1132, 833]
article-paragraph: Manslaughter.—Stephen Russell, 53, and Stephen Russell, the younger, 26, were indicted for the manslaughter of Benjamin Prestege.—The parties were at a beer-shop in Bermondsey, and upon the wife of the deceased going there to request him to come home, the younger prisoner struck her. The deceased called him a coward for so doing, and he then attacked him in a most brutal manner and butted him twice in the stomach, and when he was upon the ground threw himself upon him, and inflicted such severe injuries, that he died shortly afterwards. The elder prisoner was proved to have encouraged his son, and to have struck the deceased.—The jury returned a verdict of "Guilty." — The Recorder, after making some appropriate remarks upon the brutal conduct of the prisoners, sentenced the younger one to be transported for life, and the father to be kept to hard labour for two years. — [466, 415, 673, 577]
testimonial: Dr. Erasmus Wilson:—"It is vastly superior to all the clumsy greasy compounds now sold under various titles and pretences, which I have at different times analysed, and found uniformly injurious, being either SCENTED, or COLOURED with some highly deleterious ingredient. There are, however, so many impositions afoot, that persons reluctantly place confidence when it may justly be bestowed." — [898, 1240, 1105, 1304]
